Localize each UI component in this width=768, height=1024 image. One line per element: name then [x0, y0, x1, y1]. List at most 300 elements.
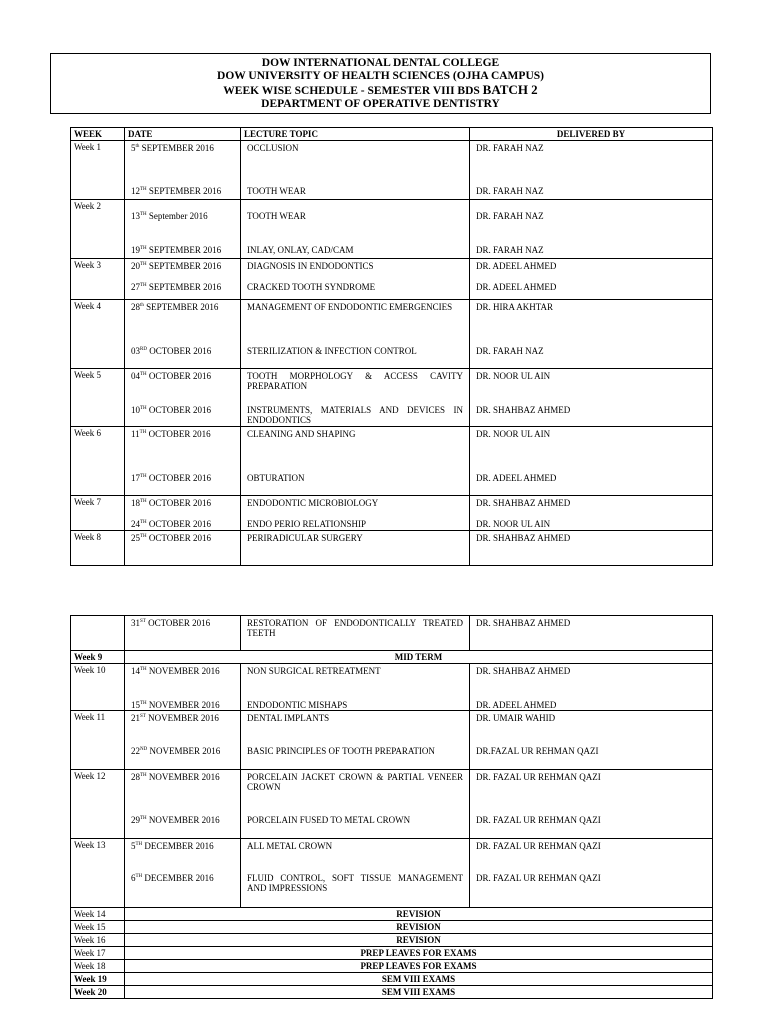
- date-entry: [131, 700, 234, 710]
- topic-entry: [247, 666, 463, 676]
- lecturer-entry: [476, 143, 706, 153]
- date-suffix: TH: [135, 842, 143, 847]
- topic-entry: [247, 245, 463, 255]
- status-cell: REVISION: [125, 921, 713, 934]
- lecturer-slot: [473, 840, 709, 906]
- topic-entry: [247, 772, 463, 792]
- schedule-title: [51, 83, 710, 98]
- lecturer-cell: [470, 200, 713, 259]
- lecture-date: 10TH OCTOBER 2016: [131, 405, 212, 415]
- topic-cell: [241, 141, 470, 200]
- lecturer-entry: [476, 666, 706, 676]
- lecture-topic: ENDO PERIO RELATIONSHIP: [247, 519, 366, 529]
- week-cell: [71, 259, 125, 300]
- schedule-table-2: [70, 615, 713, 999]
- status-cell: REVISION: [125, 908, 713, 921]
- lecture-topic: PORCELAIN JACKET CROWN & PARTIAL VENEER CROWN: [247, 772, 463, 792]
- lecturer-entry: [476, 473, 706, 483]
- week-label: Week 4: [74, 301, 102, 311]
- lecture-topic: ENDODONTIC MISHAPS: [247, 700, 348, 710]
- week-cell: Week 18: [71, 960, 125, 973]
- lecturer-entry: [476, 618, 706, 628]
- date-cell: [125, 839, 241, 908]
- topic-entry: [247, 618, 463, 638]
- topic-entry: [247, 746, 463, 756]
- week-cell: Week 9: [71, 651, 125, 664]
- date-entry: [131, 713, 234, 723]
- topic-cell: [241, 531, 470, 566]
- date-suffix: TH: [135, 874, 143, 879]
- week-label: Week 7: [74, 497, 102, 507]
- column-header-row: [71, 128, 713, 141]
- lecturer-name: DR. SHAHBAZ AHMED: [476, 498, 571, 508]
- week-label: Week 12: [74, 771, 106, 781]
- date-entry: [131, 429, 234, 439]
- date-cell: [125, 141, 241, 200]
- date-suffix: TH: [140, 212, 147, 217]
- topic-slot: [244, 370, 466, 425]
- lecturer-name: DR. SHAHBAZ AHMED: [476, 666, 571, 676]
- lecture-date: 27TH SEPTEMBER 2016: [131, 282, 222, 292]
- date-suffix: TH: [140, 283, 147, 288]
- lecture-date: 6TH DECEMBER 2016: [131, 873, 214, 883]
- lecturer-name: DR. HIRA AKHTAR: [476, 302, 554, 312]
- lecturer-slot: [473, 428, 709, 494]
- date-slot: [128, 201, 237, 257]
- topic-entry: [247, 143, 463, 153]
- lecturer-entry: [476, 772, 706, 782]
- date-suffix: ND: [140, 747, 148, 752]
- lecture-topic: ENDODONTIC MICROBIOLOGY: [247, 498, 379, 508]
- week-cell: [71, 369, 125, 427]
- lecturer-entry: [476, 713, 706, 723]
- lecturer-entry: [476, 533, 706, 543]
- exam-period-row: [71, 973, 713, 986]
- week-cell: [71, 141, 125, 200]
- date-entry: [131, 186, 234, 196]
- week-row: [71, 839, 713, 908]
- lecture-date: 29TH NOVEMBER 2016: [131, 815, 220, 825]
- topic-entry: [247, 302, 463, 312]
- lecture-topic: TOOTH WEAR: [247, 186, 306, 196]
- topic-entry: [247, 346, 463, 356]
- date-cell: [125, 300, 241, 369]
- lecture-topic: INLAY, ONLAY, CAD/CAM: [247, 245, 354, 255]
- date-entry: [131, 473, 234, 483]
- week-label: Week 1: [74, 142, 102, 152]
- lecture-topic: OCCLUSION: [247, 143, 299, 153]
- lecturer-entry: [476, 700, 706, 710]
- date-entry: [131, 666, 234, 676]
- week-row: [71, 770, 713, 839]
- lecture-date: 17TH OCTOBER 2016: [131, 473, 212, 483]
- week-row: [71, 531, 713, 566]
- lecturer-name: DR. NOOR UL AIN: [476, 371, 551, 381]
- lecturer-entry: [476, 498, 706, 508]
- status-cell: MID TERM: [125, 651, 713, 664]
- week-cell: [71, 427, 125, 496]
- lecturer-entry: [476, 302, 706, 312]
- lecture-topic: NON SURGICAL RETREATMENT: [247, 666, 381, 676]
- lecture-date: 04TH OCTOBER 2016: [131, 371, 212, 381]
- lecture-topic: FLUID CONTROL, SOFT TISSUE MANAGEMENT AND IMPRESSIONS: [247, 873, 463, 893]
- lecturer-entry: [476, 429, 706, 439]
- topic-slot: [244, 532, 466, 564]
- topic-cell: [241, 200, 470, 259]
- date-entry: [131, 815, 234, 825]
- date-entry: [131, 143, 234, 153]
- lecturer-name: DR. ADEEL AHMED: [476, 261, 557, 271]
- date-entry: [131, 302, 234, 312]
- lecturer-name: DR. FAZAL UR REHMAN QAZI: [476, 815, 601, 825]
- date-slot: [128, 301, 237, 367]
- date-slot: [128, 260, 237, 298]
- date-suffix: TH: [140, 520, 147, 525]
- week-row: [71, 141, 713, 200]
- lecture-date: 03RD OCTOBER 2016: [131, 346, 212, 356]
- date-suffix: th: [140, 303, 144, 308]
- lecturer-entry: [476, 519, 706, 529]
- lecturer-entry: [476, 371, 706, 381]
- topic-slot: [244, 617, 466, 649]
- lecturer-cell: [470, 141, 713, 200]
- lecturer-slot: [473, 497, 709, 529]
- lecturer-slot: [473, 665, 709, 709]
- lecture-topic: MANAGEMENT OF ENDODONTIC EMERGENCIES: [247, 302, 453, 312]
- topic-slot: [244, 260, 466, 298]
- lecturer-slot: [473, 301, 709, 367]
- week-row: [71, 427, 713, 496]
- schedule-table-1: [70, 127, 713, 566]
- date-entry: [131, 371, 234, 381]
- date-suffix: TH: [140, 773, 147, 778]
- date-suffix: TH: [140, 499, 147, 504]
- week-row: [71, 300, 713, 369]
- date-suffix: TH: [140, 372, 147, 377]
- topic-entry: [247, 498, 463, 508]
- lecture-date: 14TH NOVEMBER 2016: [131, 666, 220, 676]
- lecturer-slot: [473, 370, 709, 425]
- topic-slot: [244, 712, 466, 768]
- lecture-date: 5TH DECEMBER 2016: [131, 841, 214, 851]
- week-cell: Week 19: [71, 973, 125, 986]
- week-row: [71, 259, 713, 300]
- date-cell: [125, 427, 241, 496]
- lecturer-name: DR. ADEEL AHMED: [476, 473, 557, 483]
- date-cell: [125, 496, 241, 531]
- lecturer-slot: [473, 260, 709, 298]
- date-cell: [125, 711, 241, 770]
- lecture-topic: DENTAL IMPLANTS: [247, 713, 330, 723]
- date-cell: [125, 259, 241, 300]
- lecture-date: 19TH SEPTEMBER 2016: [131, 245, 222, 255]
- lecturer-name: DR. FARAH NAZ: [476, 211, 544, 221]
- week-label: Week 6: [74, 428, 102, 438]
- topic-slot: [244, 201, 466, 257]
- status-cell: REVISION: [125, 934, 713, 947]
- topic-slot: [244, 771, 466, 837]
- lecturer-slot: [473, 712, 709, 768]
- week-cell: [71, 664, 125, 711]
- week-row: [71, 369, 713, 427]
- status-cell: SEM VIII EXAMS: [125, 986, 713, 999]
- schedule-header: [50, 53, 711, 114]
- lecture-topic: TOOTH WEAR: [247, 211, 306, 221]
- status-cell: PREP LEAVES FOR EXAMS: [125, 960, 713, 973]
- exam-period-row: [71, 986, 713, 999]
- week-cell: [71, 616, 125, 651]
- lecturer-slot: [473, 201, 709, 257]
- lecturer-name: DR. FARAH NAZ: [476, 346, 544, 356]
- lecturer-cell: [470, 496, 713, 531]
- lecturer-entry: [476, 245, 706, 255]
- lecturer-entry: [476, 261, 706, 271]
- lecture-topic: PORCELAIN FUSED TO METAL CROWN: [247, 815, 411, 825]
- date-slot: [128, 840, 237, 906]
- topic-entry: [247, 519, 463, 529]
- date-slot: [128, 712, 237, 768]
- lecture-date: 13TH September 2016: [131, 211, 208, 221]
- date-slot: [128, 370, 237, 425]
- lecturer-cell: [470, 531, 713, 566]
- date-suffix: TH: [140, 534, 147, 539]
- week-cell: [71, 711, 125, 770]
- date-suffix: TH: [140, 701, 147, 706]
- topic-slot: [244, 142, 466, 198]
- week-cell: [71, 200, 125, 259]
- week-cell: [71, 770, 125, 839]
- date-suffix: TH: [140, 667, 147, 672]
- lecture-date: 12TH SEPTEMBER 2016: [131, 186, 222, 196]
- lecturer-entry: [476, 211, 706, 221]
- exam-period-row: [71, 960, 713, 973]
- midterm-row: [71, 651, 713, 664]
- date-suffix: th: [135, 144, 140, 149]
- status-cell: SEM VIII EXAMS: [125, 973, 713, 986]
- week-label: Week 13: [74, 840, 106, 850]
- exam-period-row: [71, 921, 713, 934]
- batch-label: BATCH 2: [482, 82, 538, 97]
- lecture-date: 20TH SEPTEMBER 2016: [131, 261, 222, 271]
- week-row: [71, 200, 713, 259]
- lecture-topic: DIAGNOSIS IN ENDODONTICS: [247, 261, 374, 271]
- date-entry: [131, 346, 234, 356]
- date-entry: [131, 841, 234, 851]
- date-suffix: ST: [140, 619, 146, 624]
- topic-cell: [241, 616, 470, 651]
- exam-period-row: [71, 934, 713, 947]
- lecture-date: 25TH OCTOBER 2016: [131, 533, 212, 543]
- date-slot: [128, 497, 237, 529]
- topic-entry: [247, 211, 463, 221]
- lecturer-cell: [470, 369, 713, 427]
- week-cell: Week 16: [71, 934, 125, 947]
- topic-cell: [241, 259, 470, 300]
- date-suffix: ST: [140, 714, 146, 719]
- lecture-date: 31ST OCTOBER 2016: [131, 618, 211, 628]
- topic-entry: [247, 873, 463, 893]
- week-cell: Week 20: [71, 986, 125, 999]
- date-cell: [125, 200, 241, 259]
- topic-cell: [241, 496, 470, 531]
- date-entry: [131, 498, 234, 508]
- lecturer-slot: [473, 142, 709, 198]
- date-cell: [125, 369, 241, 427]
- lecturer-name: DR. FARAH NAZ: [476, 245, 544, 255]
- topic-entry: [247, 473, 463, 483]
- date-entry: [131, 245, 234, 255]
- lecture-date: 28TH NOVEMBER 2016: [131, 772, 220, 782]
- lecture-date: 18TH OCTOBER 2016: [131, 498, 212, 508]
- date-slot: [128, 142, 237, 198]
- topic-cell: [241, 664, 470, 711]
- lecture-date: 21ST NOVEMBER 2016: [131, 713, 219, 723]
- date-entry: [131, 618, 234, 628]
- week-label: Week 8: [74, 532, 102, 542]
- lecture-date: 5th SEPTEMBER 2016: [131, 143, 214, 153]
- date-cell: [125, 531, 241, 566]
- lecturer-cell: [470, 770, 713, 839]
- week-label: Week 11: [74, 712, 106, 722]
- lecturer-cell: [470, 616, 713, 651]
- lecture-topic: RESTORATION OF ENDODONTICALLY TREATED TEETH: [247, 618, 463, 638]
- week-row: [71, 496, 713, 531]
- date-suffix: TH: [140, 262, 147, 267]
- lecture-topic: BASIC PRINCIPLES OF TOOTH PREPARATION: [247, 746, 435, 756]
- lecture-topic: OBTURATION: [247, 473, 305, 483]
- lecturer-entry: [476, 841, 706, 851]
- lecturer-name: DR. NOOR UL AIN: [476, 429, 551, 439]
- lecturer-slot: [473, 617, 709, 649]
- lecturer-name: DR. ADEEL AHMED: [476, 282, 557, 292]
- topic-entry: [247, 700, 463, 710]
- date-suffix: TH: [140, 246, 147, 251]
- date-suffix: RD: [140, 347, 147, 352]
- date-suffix: TH: [140, 816, 147, 821]
- lecturer-cell: [470, 427, 713, 496]
- topic-slot: [244, 840, 466, 906]
- lecturer-entry: [476, 746, 706, 756]
- date-slot: [128, 428, 237, 494]
- lecturer-entry: [476, 282, 706, 292]
- topic-slot: [244, 497, 466, 529]
- lecture-topic: CLEANING AND SHAPING: [247, 429, 356, 439]
- week-cell: [71, 531, 125, 566]
- date-cell: [125, 770, 241, 839]
- lecture-topic: CRACKED TOOTH SYNDROME: [247, 282, 376, 292]
- lecturer-name: DR. UMAIR WAHID: [476, 713, 556, 723]
- topic-cell: [241, 770, 470, 839]
- lecture-topic: PERIRADICULAR SURGERY: [247, 533, 363, 543]
- lecturer-entry: [476, 815, 706, 825]
- lecturer-name: DR. FARAH NAZ: [476, 186, 544, 196]
- lecturer-name: DR. NOOR UL AIN: [476, 519, 551, 529]
- lecturer-column-header: DELIVERED BY: [470, 128, 713, 141]
- lecturer-name: DR. SHAHBAZ AHMED: [476, 405, 571, 415]
- topic-slot: [244, 428, 466, 494]
- lecturer-slot: [473, 771, 709, 837]
- date-slot: [128, 617, 237, 649]
- lecturer-cell: [470, 711, 713, 770]
- date-slot: [128, 532, 237, 564]
- continued-row: [71, 616, 713, 651]
- topic-entry: [247, 282, 463, 292]
- lecture-topic: TOOTH MORPHOLOGY & ACCESS CAVITY PREPARATION: [247, 371, 463, 391]
- week-label: Week 5: [74, 370, 102, 380]
- date-cell: [125, 616, 241, 651]
- lecturer-name: DR. FARAH NAZ: [476, 143, 544, 153]
- week-row: [71, 711, 713, 770]
- topic-entry: [247, 841, 463, 851]
- week-row: [71, 664, 713, 711]
- date-entry: [131, 211, 234, 221]
- date-suffix: TH: [140, 474, 147, 479]
- date-suffix: TH: [140, 187, 147, 192]
- lecturer-name: DR. FAZAL UR REHMAN QAZI: [476, 841, 601, 851]
- date-entry: [131, 873, 234, 883]
- lecture-date: 22ND NOVEMBER 2016: [131, 746, 221, 756]
- schedule-title-prefix: WEEK WISE SCHEDULE - SEMESTER VIII BDS: [223, 85, 483, 97]
- lecture-topic: STERILIZATION & INFECTION CONTROL: [247, 346, 417, 356]
- lecturer-cell: [470, 664, 713, 711]
- lecture-date: 15TH NOVEMBER 2016: [131, 700, 220, 710]
- week-cell: [71, 839, 125, 908]
- lecture-date: 24TH OCTOBER 2016: [131, 519, 212, 529]
- lecturer-entry: [476, 405, 706, 415]
- lecturer-name: DR. ADEEL AHMED: [476, 700, 557, 710]
- lecturer-name: DR.FAZAL UR REHMAN QAZI: [476, 746, 599, 756]
- lecturer-entry: [476, 186, 706, 196]
- week-label: Week 10: [74, 665, 106, 675]
- lecturer-cell: [470, 839, 713, 908]
- topic-entry: [247, 533, 463, 543]
- university-name: DOW UNIVERSITY OF HEALTH SCIENCES (OJHA CAMPUS): [217, 70, 544, 82]
- topic-cell: [241, 711, 470, 770]
- lecturer-cell: [470, 259, 713, 300]
- topic-entry: [247, 713, 463, 723]
- department-name: DEPARTMENT OF OPERATIVE DENTISTRY: [261, 98, 500, 110]
- topic-entry: [247, 371, 463, 391]
- topic-cell: [241, 300, 470, 369]
- topic-entry: [247, 429, 463, 439]
- lecture-topic: INSTRUMENTS, MATERIALS AND DEVICES IN ENDODONTICS: [247, 405, 463, 425]
- lecturer-name: DR. FAZAL UR REHMAN QAZI: [476, 772, 601, 782]
- week-cell: [71, 496, 125, 531]
- lecturer-name: DR. SHAHBAZ AHMED: [476, 533, 571, 543]
- date-entry: [131, 746, 234, 756]
- topic-cell: [241, 427, 470, 496]
- date-slot: [128, 665, 237, 709]
- date-entry: [131, 772, 234, 782]
- exam-period-row: [71, 947, 713, 960]
- topic-cell: [241, 839, 470, 908]
- week-cell: Week 17: [71, 947, 125, 960]
- topic-cell: [241, 369, 470, 427]
- lecturer-slot: [473, 532, 709, 564]
- lecture-date: 28th SEPTEMBER 2016: [131, 302, 219, 312]
- lecture-date: 11TH OCTOBER 2016: [131, 429, 211, 439]
- lecture-topic: ALL METAL CROWN: [247, 841, 333, 851]
- topic-entry: [247, 261, 463, 271]
- college-name: DOW INTERNATIONAL DENTAL COLLEGE: [261, 57, 500, 69]
- date-entry: [131, 405, 234, 415]
- week-cell: Week 15: [71, 921, 125, 934]
- date-entry: [131, 533, 234, 543]
- topic-entry: [247, 186, 463, 196]
- topic-slot: [244, 301, 466, 367]
- date-suffix: TH: [140, 406, 147, 411]
- week-column-header: WEEK: [71, 128, 125, 141]
